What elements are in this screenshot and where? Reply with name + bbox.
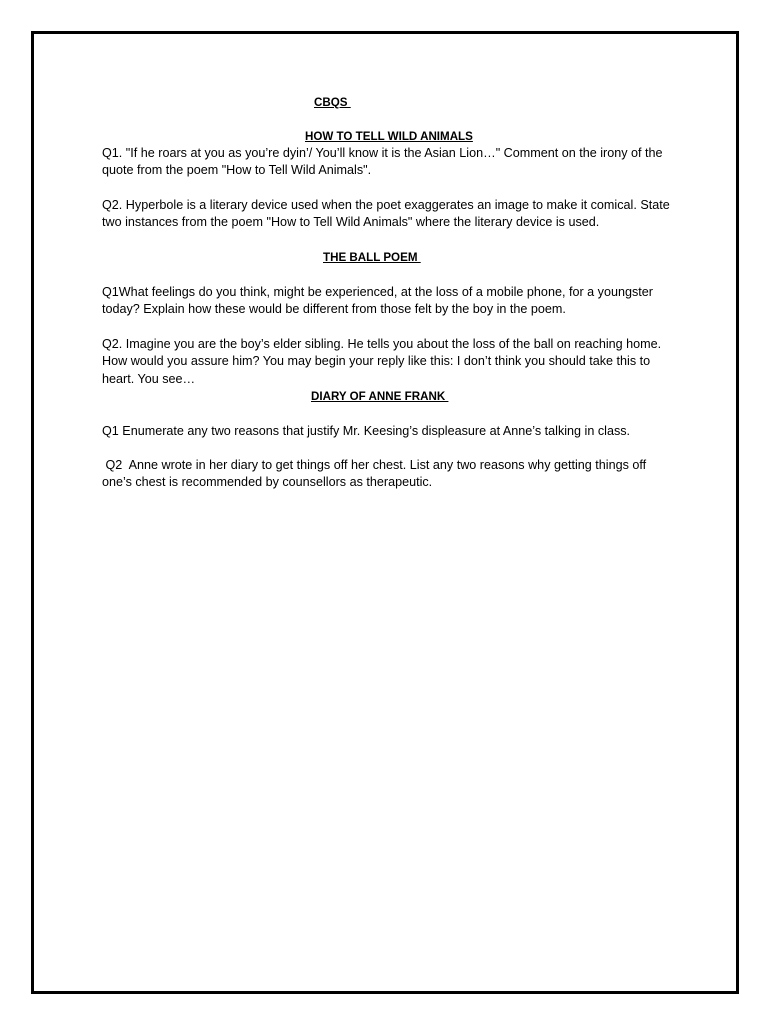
document-title: CBQS [314, 96, 351, 109]
question-anne-frank-q2: Q2 Anne wrote in her diary to get things off her chest. List any two reasons why getting things off one’s chest is recommended by counsellors as therapeutic. [102, 458, 650, 490]
question-anne-frank-q1: Q1 Enumerate any two reasons that justify Mr. Keesing’s displeasure at Anne’s talking in class. [102, 424, 631, 438]
question-wild-animals-q1: Q1. "If he roars at you as you’re dyin’/ You’ll know it is the Asian Lion…" Comment on the irony of the quote from the poem "How to Tell Wild Animals". [102, 146, 663, 178]
section-heading-diary-of-anne-frank: DIARY OF ANNE FRANK [311, 390, 449, 403]
question-ball-poem-q1: Q1What feelings do you think, might be experienced, at the loss of a mobile phone, for a youngster today? Explain how these would be different from those felt by the boy in the poem. [102, 285, 653, 317]
section-heading-how-to-tell-wild-animals: HOW TO TELL WILD ANIMALS [305, 130, 473, 143]
question-ball-poem-q2: Q2. Imagine you are the boy’s elder sibling. He tells you about the loss of the ball on reaching home. How would you assure him? You may begin your reply like this: I don’t think you should take this to heart. You see… [102, 337, 662, 386]
question-wild-animals-q2: Q2. Hyperbole is a literary device used when the poet exaggerates an image to make it comical. State two instances from the poem "How to Tell Wild Animals" where the literary device is used. [102, 198, 670, 230]
section-heading-the-ball-poem: THE BALL POEM [323, 251, 421, 264]
